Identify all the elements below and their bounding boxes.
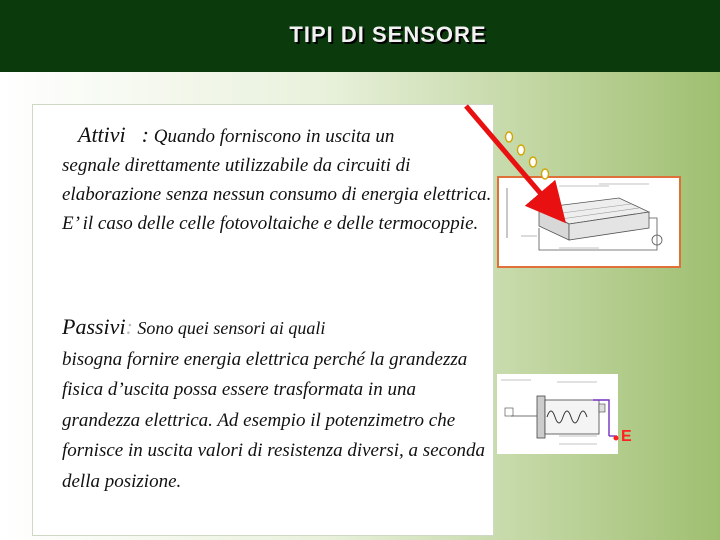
active-colon: : bbox=[141, 122, 149, 147]
output-terminal-dot bbox=[614, 436, 619, 441]
passive-first-line: Sono quei sensori ai quali bbox=[132, 318, 326, 338]
passive-body: bisogna fornire energia elettrica perché la grandezza fisica d’uscita possa essere trasformata in una grandezza elettrica. Ad esempio il potenzimetro che fornisce in uscita valori di resistenza diversi, a seconda della posizione. bbox=[62, 348, 486, 492]
light-arrow bbox=[466, 106, 553, 208]
photon-4 bbox=[542, 169, 549, 179]
photon-3 bbox=[530, 157, 537, 167]
active-first-line: Quando forniscono in uscita un bbox=[148, 126, 395, 147]
potentiometer-output-label: E bbox=[621, 428, 632, 445]
photon-1 bbox=[506, 132, 513, 142]
passive-heading: Passivi bbox=[62, 314, 126, 339]
active-heading: Attivi bbox=[78, 122, 126, 147]
active-body: segnale direttamente utilizzabile da circuiti di elaborazione senza nessun consumo di energia elettrica. E’ il caso delle celle fotovoltaiche e delle termocoppie. bbox=[62, 155, 492, 234]
slide-title: TIPI DI SENSORE bbox=[289, 22, 487, 47]
photon-2 bbox=[518, 145, 525, 155]
passive-colon: : bbox=[125, 314, 133, 339]
